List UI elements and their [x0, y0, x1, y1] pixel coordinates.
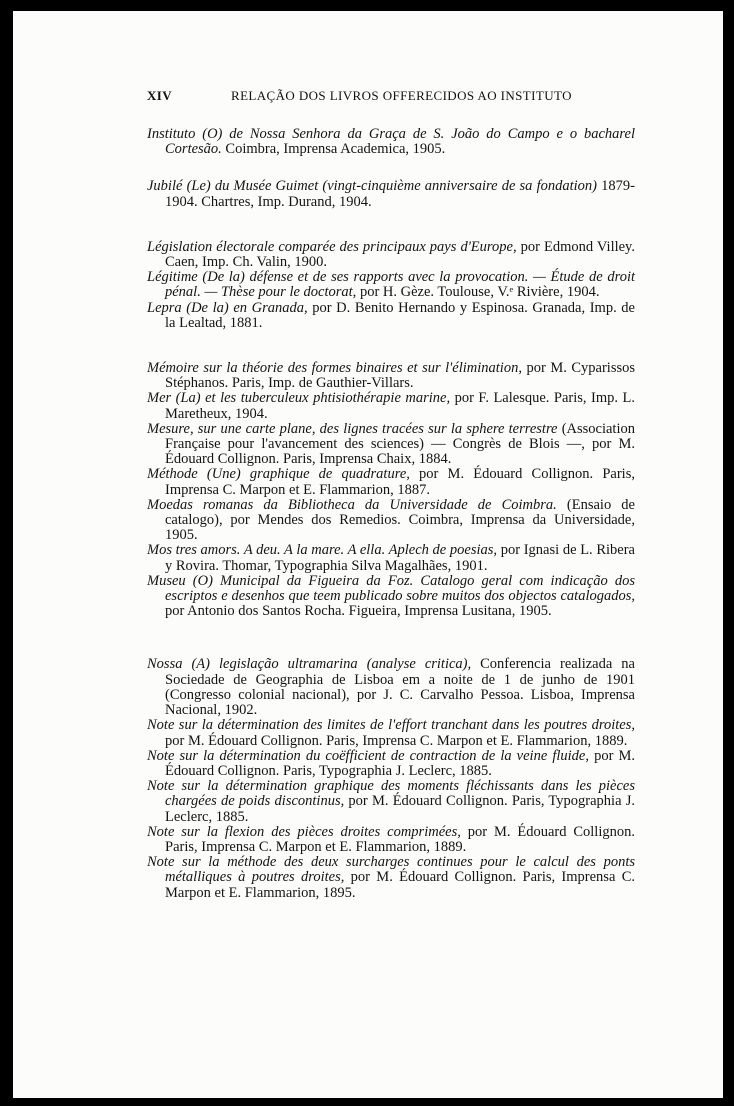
entry-title: Législation électorale comparée des principaux pays d'Europe, [147, 238, 517, 255]
entry-details: (Ensaio de catalogo), por Mendes dos Remedios. Coimbra, Imprensa da Universidade, 1905. [165, 496, 635, 544]
list-item [147, 498, 635, 544]
entry-title: Jubilé (Le) du Musée Guimet (vingt-cinquième anniversaire de sa fondation) [147, 178, 597, 195]
entry-details: 1879-1904. Chartres, Imp. Durand, 1904. [165, 178, 635, 210]
list-item [147, 718, 635, 748]
entry-title: Mesure, sur une carte plane, des lignes tracées sur la sphere terrestre [147, 420, 558, 437]
entry-details: por M. Édouard Collignon. Paris, Typographia J. Leclerc, 1885. [165, 793, 635, 825]
list-item [147, 270, 635, 300]
entry-details: por Antonio dos Santos Rocha. Figueira, Imprensa Lusitana, 1905. [165, 603, 552, 620]
list-item [147, 301, 635, 331]
entry-details: por M. Édouard Collignon. Paris, Imprensa C. Marpon et E. Flammarion, 1889. [165, 732, 628, 749]
page-number: XIV [147, 88, 173, 103]
entry-details: por D. Benito Hernando y Espinosa. Granada, Imp. de la Lealtad, 1881. [165, 299, 635, 331]
entry-details: Coimbra, Imprensa Academica, 1905. [221, 141, 446, 158]
list-item [147, 240, 635, 270]
list-item [147, 127, 635, 157]
entry-details: por H. Gèze. Toulouse, V.ᵉ Rivière, 1904. [356, 284, 600, 301]
entry-title: Mos tres amors. A deu. A la mare. A ella. Aplech de poesias, [147, 542, 498, 559]
entry-title: Note sur la détermination des limites de l'effort tranchant dans les poutres droites, [147, 717, 635, 734]
entry-title: Nossa (A) legislação ultramarina (analyse critica), [147, 656, 472, 673]
list-item [147, 779, 635, 825]
list-item [147, 422, 635, 468]
entry-title: Méthode (Une) graphique de quadrature, [147, 466, 410, 483]
entry-title: Légitime (De la) défense et de ses rapports avec la provocation. — Étude de droit pénal. — Thèse pour le doctorat, [147, 269, 635, 301]
entry-title: Museu (O) Municipal da Figueira da Foz. Catalogo geral com indicação dos escriptos e desenhos que teem publicado sobre muitos dos objectos catalogados, [147, 572, 635, 605]
list-item [147, 855, 635, 901]
list-item [147, 749, 635, 779]
list-item [147, 391, 635, 421]
list-item [147, 543, 635, 573]
running-title: RELAÇÃO DOS LIVROS OFFERECIDOS AO INSTITUTO [231, 88, 572, 103]
entry-title: Moedas romanas da Bibliotheca da Universidade de Coimbra. [147, 496, 557, 513]
entry-details: por M. Édouard Collignon. Paris, Imprensa C. Marpon et E. Flammarion, 1889. [165, 823, 635, 855]
list-item [147, 179, 635, 209]
entry-details: por Edmond Villey. Caen, Imp. Ch. Valin, 1900. [165, 238, 635, 271]
list-item [147, 657, 635, 718]
entry-details: por M. Cyparissos Stéphanos. Paris, Imp. de Gauthier-Villars. [165, 360, 635, 392]
list-item [147, 467, 635, 497]
entry-details: por Ignasi de L. Ribera y Rovira. Thomar, Typographia Silva Magalhães, 1901. [165, 542, 635, 574]
document-page [13, 11, 723, 1098]
list-item [147, 825, 635, 855]
list-item [147, 361, 635, 391]
entry-title: Mer (La) et les tuberculeux phtisiothérapie marine, [147, 390, 451, 407]
entry-details: por M. Édouard Collignon. Paris, Imprensa C. Marpon et E. Flammarion, 1895. [165, 869, 635, 901]
entry-title: Mémoire sur la théorie des formes binaires et sur l'élimination, [147, 360, 522, 377]
entry-details: por M. Édouard Collignon. Paris, Imprensa C. Marpon et E. Flammarion, 1887. [165, 466, 635, 498]
entry-title: Note sur la détermination du coëfficient de contraction de la veine fluide, [147, 747, 589, 764]
entry-title: Note sur la méthode des deux surcharges continues pour le calcul des ponts métalliques à poutres droites, [147, 854, 635, 886]
book-list [147, 127, 635, 901]
entry-title: Note sur la détermination graphique des moments fléchissants dans les pièces chargées de poids discontinus, [147, 778, 635, 810]
entry-details: (Association Française pour l'avancement des sciences) — Congrès de Blois —, por M. Édouard Collignon. Paris, Imprensa Chaix, 1884. [165, 420, 635, 468]
entry-title: Lepra (De la) en Granada, [147, 299, 308, 316]
entry-title: Note sur la flexion des pièces droites comprimées, [147, 823, 461, 840]
list-item [147, 574, 635, 620]
entry-details: Conferencia realizada na Sociedade de Geographia de Lisboa em a noite de 1 de junho de 1901 (Congresso colonial nacional), por J. C. Carvalho Pessoa. Lisboa, Imprensa Nacional, 1902. [165, 656, 635, 719]
entry-details: por F. Lalesque. Paris, Imp. L. Maretheux, 1904. [165, 390, 635, 422]
entry-details: por M. Édouard Collignon. Paris, Typographia J. Leclerc, 1885. [165, 747, 635, 779]
entry-title: Instituto (O) de Nossa Senhora da Graça de S. João do Campo e o bacharel Cortesão. [147, 126, 635, 158]
